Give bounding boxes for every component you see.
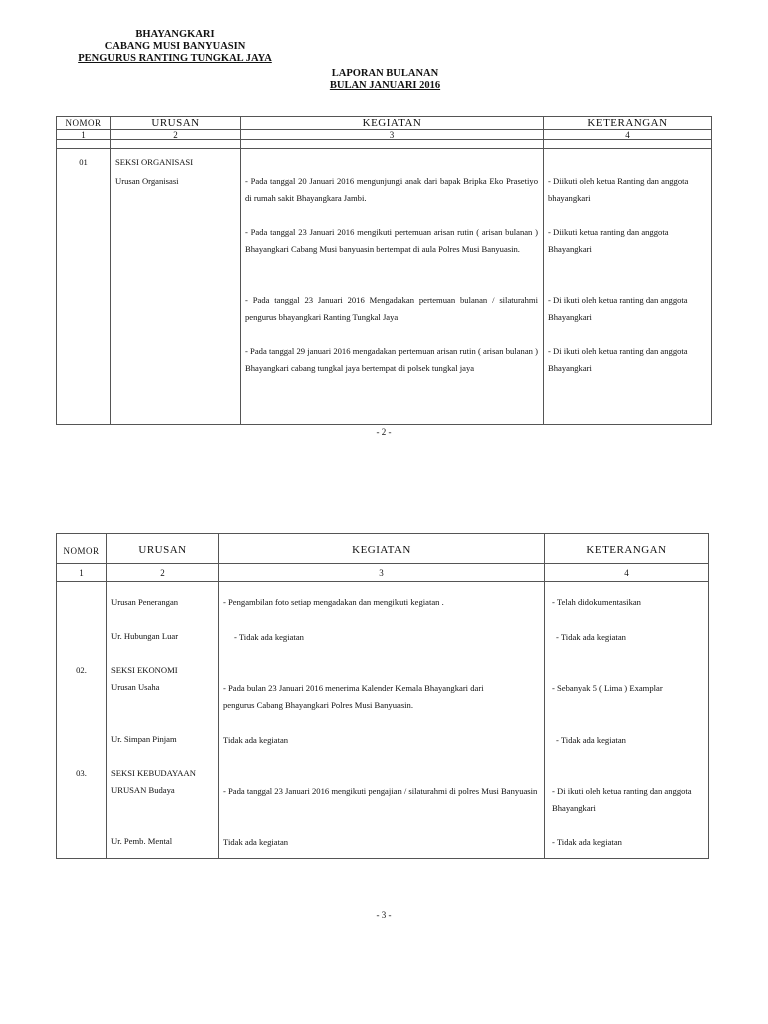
activity-note: - Di ikuti oleh ketua ranting dan anggota Bhayangkari (548, 295, 688, 322)
kegiatan-text: - Tidak ada kegiatan (234, 632, 304, 642)
urusan-label: Urusan Usaha (111, 682, 160, 692)
kegiatan-text: Tidak ada kegiatan (223, 837, 289, 847)
activity-note: - Diikuti ketua ranting dan anggota Bhayangkari (548, 227, 669, 254)
col-num-1: 1 (81, 130, 86, 140)
activity-note: - Di ikuti oleh ketua ranting dan anggota Bhayangkari (548, 346, 688, 373)
col-num-3: 3 (379, 568, 384, 578)
kegiatan-text: - Pada tanggal 23 Januari 2016 mengikuti pengajian / silaturahmi di polres Musi Banyuasin (223, 786, 538, 796)
urusan-label: Ur. Simpan Pinjam (111, 734, 177, 744)
activity-item: - Pada tanggal 23 Januari 2016 mengikuti pertemuan arisan rutin ( arisan bulanan ) Bhayangkari Cabang Musi banyuasin bertempat di aula Polres Musi Banyuasin. (245, 227, 538, 254)
kegiatan-text: - Pada bulan 23 Januari 2016 menerima Kalender Kemala Bhayangkari dari pengurus Cabang Bhayangkari Polres Musi Banyuasin. (223, 683, 484, 710)
col-num-4: 4 (624, 568, 629, 578)
org-branch: CABANG MUSI BANYUASIN (104, 41, 246, 52)
keterangan-text: - Telah didokumentasikan (552, 597, 641, 607)
col-header-nomor: NOMOR (65, 118, 102, 128)
activity-item: - Pada tanggal 29 januari 2016 mengadakan pertemuan arisan rutin ( arisan bulanan ) Bhayangkari cabang tungkal jaya bertempat di polsek tungkal jaya (245, 346, 538, 373)
activity-item: - Pada tanggal 23 Januari 2016 Mengadakan pertemuan bulanan / silaturahmi pengurus bhayangkari Ranting Tungkal Jaya (245, 295, 538, 322)
col-header-nomor: NOMOR (63, 546, 100, 556)
report-title: LAPORAN BULANAN (331, 68, 439, 79)
col-header-kegiatan: KEGIATAN (352, 544, 411, 556)
org-name: BHAYANGKARI (135, 29, 215, 40)
urusan-label: Ur. Pemb. Mental (111, 836, 173, 846)
row-number: 03. (76, 768, 87, 778)
col-header-kegiatan: KEGIATAN (362, 117, 422, 129)
section-title: SEKSI KEBUDAYAAN (111, 768, 196, 778)
col-num-2: 2 (160, 568, 165, 578)
keterangan-text: - Tidak ada kegiatan (552, 837, 622, 847)
report-month: BULAN JANUARI 2016 (329, 80, 441, 91)
keterangan-text: - Tidak ada kegiatan (556, 735, 626, 745)
kegiatan-text: - Pengambilan foto setiap mengadakan dan mengikuti kegiatan . (223, 597, 444, 607)
page-number: - 2 - (376, 427, 392, 437)
row-number: 02. (76, 665, 87, 675)
kegiatan-text: Tidak ada kegiatan (223, 735, 289, 745)
col-num-3: 3 (389, 130, 395, 140)
activity-note: - Diikuti oleh ketua Ranting dan anggota bhayangkari (548, 176, 689, 203)
col-num-2: 2 (173, 130, 178, 140)
section-title: SEKSI ORGANISASI (115, 157, 194, 167)
row-number: 01 (79, 157, 88, 167)
section-title: SEKSI EKONOMI (111, 665, 178, 675)
col-num-1: 1 (79, 568, 84, 578)
section-sub: Urusan Organisasi (115, 176, 179, 186)
col-num-4: 4 (625, 130, 630, 140)
keterangan-text: - Tidak ada kegiatan (556, 632, 626, 642)
col-header-urusan: URUSAN (138, 544, 187, 556)
col-header-keterangan: KETERANGAN (586, 544, 667, 556)
urusan-label: URUSAN Budaya (111, 785, 175, 795)
urusan-label: Urusan Penerangan (111, 597, 179, 607)
org-unit: PENGURUS RANTING TUNGKAL JAYA (78, 53, 272, 64)
col-header-urusan: URUSAN (151, 117, 200, 129)
col-header-keterangan: KETERANGAN (587, 117, 668, 129)
urusan-label: Ur. Hubungan Luar (111, 631, 179, 641)
activity-item: - Pada tanggal 20 Januari 2016 mengunjungi anak dari bapak Bripka Eko Prasetiyo di rumah sakit Bhayangkara Jambi. (245, 176, 538, 203)
keterangan-text: - Sebanyak 5 ( Lima ) Examplar (552, 683, 663, 693)
keterangan-text: - Di ikuti oleh ketua ranting dan anggota Bhayangkari (552, 786, 692, 813)
page-number: - 3 - (376, 910, 392, 920)
